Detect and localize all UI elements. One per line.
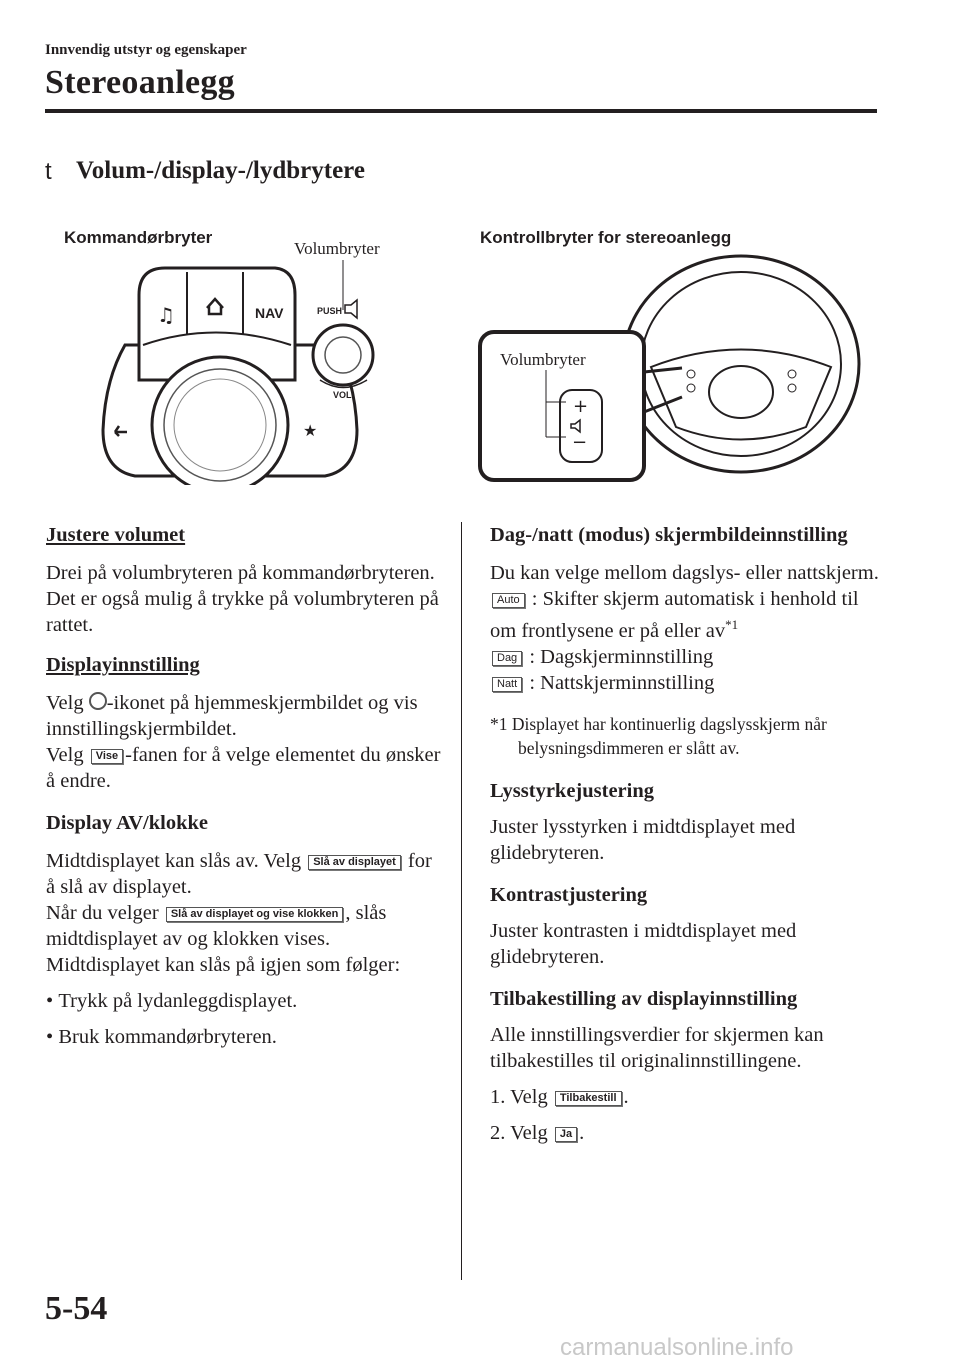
auto-key[interactable]: Auto	[492, 593, 525, 608]
display-off-heading: Display AV/klokke	[46, 812, 208, 834]
section-title: Volum-/display-/lydbrytere	[76, 157, 365, 184]
adjust-volume-heading: Justere volumet	[46, 524, 186, 546]
bullet-item: • Bruk kommandørbryteren.	[46, 1026, 277, 1048]
brightness-p1: Juster lysstyrken i midtdisplayet med glidebryteren.	[490, 815, 796, 864]
push-label: PUSH	[317, 306, 343, 316]
day-key[interactable]: Dag	[492, 651, 522, 666]
display-setting-p1: Velg -ikonet på hjemmeskjermbildet og vis innstillingskjermbildet.	[46, 692, 418, 740]
contrast-p1: Juster kontrasten i midtdisplayet med glidebryteren.	[490, 919, 797, 968]
auto-row: Auto : Skifter skjerm automatisk i henhold til om frontlysene er på eller $av^{*1}$	[490, 588, 859, 642]
title-rule	[45, 109, 877, 113]
page-number: 5-54	[45, 1290, 108, 1327]
right-column	[490, 522, 880, 1146]
reset-heading: Tilbakestilling av displayinnstilling	[490, 987, 798, 1010]
favorite-star-icon: ★	[303, 421, 318, 440]
volume-callout-right: Volumbryter	[500, 350, 586, 369]
day-row: Dag : Dagskjerminnstilling	[490, 644, 880, 670]
brightness-heading: Lysstyrkejustering	[490, 779, 654, 802]
contrast-heading: Kontrastjustering	[490, 883, 648, 906]
day-night-p1: Du kan velge mellom dagslys- eller nattskjerm.	[490, 562, 879, 584]
commander-switch-illustration	[95, 250, 395, 485]
vol-label: VOL	[333, 390, 352, 400]
night-row: Natt : Nattskjerminnstilling	[490, 670, 880, 696]
display-off-p2: Når du velger Slå av displayet og vise klokken , slås midtdisplayet av og klokken vises.	[46, 902, 387, 950]
minus-icon: −	[572, 432, 588, 453]
mute-icon	[345, 300, 357, 318]
nav-label: NAV	[255, 305, 284, 321]
section-bullet: t	[45, 158, 52, 185]
volume-callout-left: Volumbryter	[294, 239, 380, 258]
reset-step-2: 2. Velg Ja .	[490, 1121, 585, 1144]
commander-label: Kommandørbryter	[64, 228, 213, 247]
display-off-p3: Midtdisplayet kan slås på igjen som følger:	[46, 954, 401, 976]
reset-key[interactable]: Tilbakestill	[555, 1091, 622, 1106]
music-icon: ♫	[157, 303, 175, 327]
footnote: *1 Displayet har kontinuerlig dagslysskjerm når belysningsdimmeren er slått av.	[490, 713, 827, 758]
plus-icon: +	[573, 396, 589, 417]
reset-step-1: 1. Velg Tilbakestill .	[490, 1085, 629, 1108]
display-off-clock-key[interactable]: Slå av displayet og vise klokken	[166, 907, 344, 922]
audio-control-label: Kontrollbryter for stereoanlegg	[480, 228, 732, 247]
yes-key[interactable]: Ja	[555, 1127, 577, 1142]
display-setting-p2: Velg Vise -fanen for å velge elementet du ønsker å endre.	[46, 744, 441, 792]
reset-p1: Alle innstillingsverdier for skjermen kan tilbakestilles til originalinnstillingene.	[490, 1023, 824, 1072]
settings-gear-icon	[89, 692, 107, 710]
page-title: Stereoanlegg	[45, 64, 235, 101]
watermark: carmanualsonline.info	[560, 1334, 794, 1361]
column-divider	[461, 522, 462, 1280]
adjust-volume-p2: Det er også mulig å trykke på volumbryteren på rattet.	[46, 588, 439, 636]
display-setting-heading: Displayinnstilling	[46, 654, 200, 676]
left-column	[46, 522, 446, 1050]
adjust-volume-p1: Drei på volumbryteren på kommandørbryteren.	[46, 562, 435, 584]
chapter-title: Innvendig utstyr og egenskaper	[45, 42, 247, 58]
night-key[interactable]: Natt	[492, 677, 522, 692]
display-off-key[interactable]: Slå av displayet	[308, 855, 401, 870]
vise-tab-key[interactable]: Vise	[91, 749, 123, 764]
day-night-heading: Dag-/natt (modus) skjermbildeinnstilling	[490, 524, 848, 546]
display-off-p1: Midtdisplayet kan slås av. Velg Slå av displayet for å slå av displayet.	[46, 850, 432, 898]
bullet-item: • Trykk på lydanleggdisplayet.	[46, 990, 298, 1012]
